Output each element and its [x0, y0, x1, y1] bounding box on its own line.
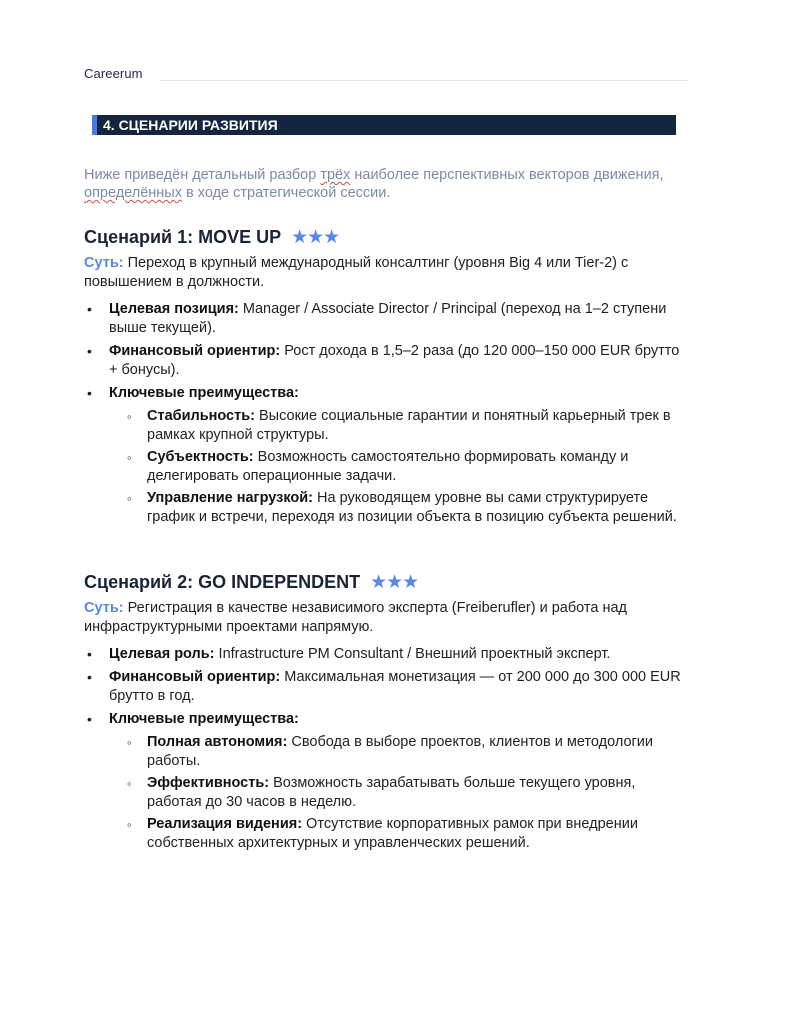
summary-text: Переход в крупный международный консалтинг (уровня Big 4 или Tier-2) с повышением в должности.: [84, 255, 629, 290]
scenario-bullets: [84, 300, 684, 527]
scenario-bullets: [84, 645, 684, 853]
advantage-label: Управление нагрузкой:: [147, 490, 313, 506]
advantage-label: Эффективность:: [147, 775, 270, 791]
bullet-label: Целевая роль:: [109, 646, 215, 662]
intro-text-part: наиболее перспективных векторов движения,: [350, 167, 664, 183]
scenario-summary: [84, 599, 684, 637]
scenario-title: [84, 226, 684, 248]
list-item: [109, 489, 684, 527]
advantage-label: Полная автономия:: [147, 734, 288, 750]
advantage-text: Возможность зарабатывать больше текущего уровня, работая до 30 часов в неделю.: [147, 775, 636, 810]
header-divider: [160, 80, 688, 81]
bullet-label: Ключевые преимущества:: [109, 385, 299, 401]
bullet-text: Infrastructure PM Consultant / Внешний проектный эксперт.: [214, 646, 611, 662]
advantage-label: Реализация видения:: [147, 816, 303, 832]
list-item: [109, 733, 684, 771]
summary-label: Суть:: [84, 255, 124, 271]
list-item: [84, 645, 684, 664]
advantages-list: [109, 407, 684, 527]
list-item: [84, 668, 684, 706]
advantage-text: Высокие социальные гарантии и понятный карьерный трек в рамках крупной структуры.: [147, 408, 671, 443]
section-title: 4. СЦЕНАРИИ РАЗВИТИЯ: [103, 117, 278, 133]
list-item: [109, 407, 684, 445]
advantage-label: Стабильность:: [147, 408, 255, 424]
scenario-title: [84, 571, 684, 593]
scenario-title-text: Сценарий 1: MOVE UP: [84, 227, 282, 247]
intro-text-part: Ниже приведён детальный разбор: [84, 167, 321, 183]
rating-stars-icon: ★★★: [291, 226, 340, 248]
scenarios-content: [84, 226, 684, 857]
advantage-label: Субъектность:: [147, 449, 254, 465]
spellcheck-word: трёх: [320, 167, 351, 183]
bullet-label: Финансовый ориентир:: [109, 669, 281, 685]
spellcheck-word: определённых: [84, 185, 182, 201]
list-item: [109, 815, 684, 853]
rating-stars-icon: ★★★: [370, 571, 419, 593]
scenario-move-up: [84, 226, 684, 527]
list-item: [109, 448, 684, 486]
advantage-text: Возможность самостоятельно формировать команду и делегировать операционные задачи.: [147, 449, 629, 484]
careerum-logo: [84, 66, 143, 81]
advantage-text: Отсутствие корпоративных рамок при внедрении собственных архитектурных и управленческих решений.: [147, 816, 638, 851]
list-item: [109, 774, 684, 812]
scenario-title-text: Сценарий 2: GO INDEPENDENT: [84, 572, 361, 592]
summary-label: Суть:: [84, 600, 124, 616]
list-item: [84, 710, 684, 853]
advantages-list: [109, 733, 684, 853]
bullet-text: Рост дохода в 1,5–2 раза (до 120 000–150 000 EUR брутто + бонусы).: [109, 343, 680, 378]
section-heading-banner: [92, 115, 676, 135]
bullet-text: Максимальная монетизация — от 200 000 до 300 000 EUR брутто в год.: [109, 669, 681, 704]
bullet-label: Ключевые преимущества:: [109, 711, 299, 727]
bullet-label: Целевая позиция:: [109, 301, 239, 317]
list-item: [84, 342, 684, 380]
list-item: [84, 300, 684, 338]
intro-text-part: в ходе стратегической сессии.: [181, 185, 391, 201]
advantage-text: На руководящем уровне вы сами структурируете график и встречи, переходя из позиции объекта в позицию субъекта решений.: [147, 490, 677, 525]
list-item: [84, 384, 684, 527]
summary-text: Регистрация в качестве независимого эксперта (Freiberufler) и работа над инфраструктурными проектами напрямую.: [84, 600, 627, 635]
bullet-label: Финансовый ориентир:: [109, 343, 281, 359]
advantage-text: Свобода в выборе проектов, клиентов и методологии работы.: [147, 734, 654, 769]
logo-text: Careerum: [84, 66, 143, 81]
section-intro: [84, 166, 684, 202]
scenario-summary: [84, 254, 684, 292]
scenario-go-independent: [84, 571, 684, 853]
bullet-text: Manager / Associate Director / Principal (переход на 1–2 ступени выше текущей).: [109, 301, 667, 336]
